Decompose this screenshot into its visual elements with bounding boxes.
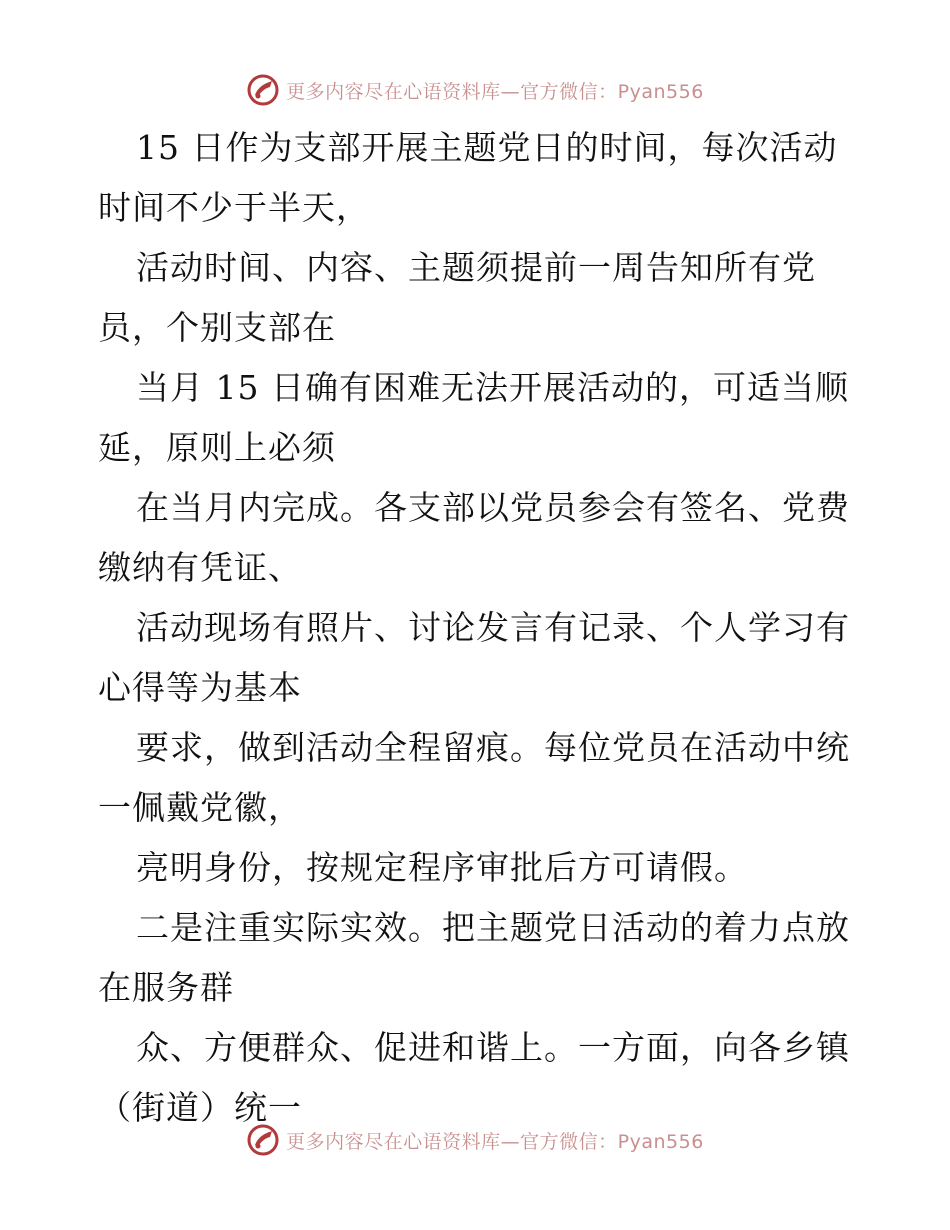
footer-watermark-banner [0, 1120, 950, 1160]
paragraph-9-continuation: （街道）统一 [98, 1088, 302, 1127]
paragraph-8-first-line: 二是注重实际实效。把主题党日活动的着力点放 [136, 908, 850, 947]
footer-banner-text: 更多内容尽在心语资料库—官方微信：Pyan556 [286, 1130, 704, 1153]
seal-logo-icon [246, 73, 280, 107]
paragraph-5-continuation: 心得等为基本 [98, 668, 302, 707]
paragraph-3-continuation: 延，原则上必须 [98, 428, 336, 467]
paragraph-2-continuation: 员，个别支部在 [98, 308, 336, 347]
paragraph-2-first-line: 活动时间、内容、主题须提前一周告知所有党 [136, 248, 816, 287]
paragraph-6-first-line: 要求，做到活动全程留痕。每位党员在活动中统 [136, 728, 850, 767]
paragraph-5 [98, 598, 858, 718]
paragraph-3 [98, 358, 858, 478]
paragraph-1-first-line: 15 日作为支部开展主题党日的时间，每次活动 [136, 128, 838, 167]
paragraph-6 [98, 718, 858, 838]
paragraph-9-first-line: 众、方便群众、促进和谐上。一方面，向各乡镇 [136, 1028, 850, 1067]
header-banner-text: 更多内容尽在心语资料库—官方微信：Pyan556 [286, 80, 704, 103]
paragraph-1 [98, 118, 858, 238]
seal-logo-icon [246, 1123, 280, 1157]
paragraph-6-continuation: 一佩戴党徽， [98, 788, 302, 827]
paragraph-1-continuation: 时间不少于半天， [98, 188, 370, 227]
document-body [98, 118, 858, 1138]
paragraph-8-continuation: 在服务群 [98, 968, 234, 1007]
paragraph-8 [98, 898, 858, 1018]
header-banner-inner [246, 73, 704, 107]
paragraph-2 [98, 238, 858, 358]
paragraph-4-continuation: 缴纳有凭证、 [98, 548, 302, 587]
paragraph-4-first-line: 在当月内完成。各支部以党员参会有签名、党费 [136, 488, 850, 527]
paragraph-7 [98, 838, 858, 898]
paragraph-4 [98, 478, 858, 598]
paragraph-3-first-line: 当月 15 日确有困难无法开展活动的，可适当顺 [136, 368, 849, 407]
footer-banner-inner [246, 1123, 704, 1157]
header-watermark-banner [0, 70, 950, 110]
paragraph-5-first-line: 活动现场有照片、讨论发言有记录、个人学习有 [136, 608, 850, 647]
paragraph-7-first-line: 亮明身份，按规定程序审批后方可请假。 [136, 848, 748, 887]
